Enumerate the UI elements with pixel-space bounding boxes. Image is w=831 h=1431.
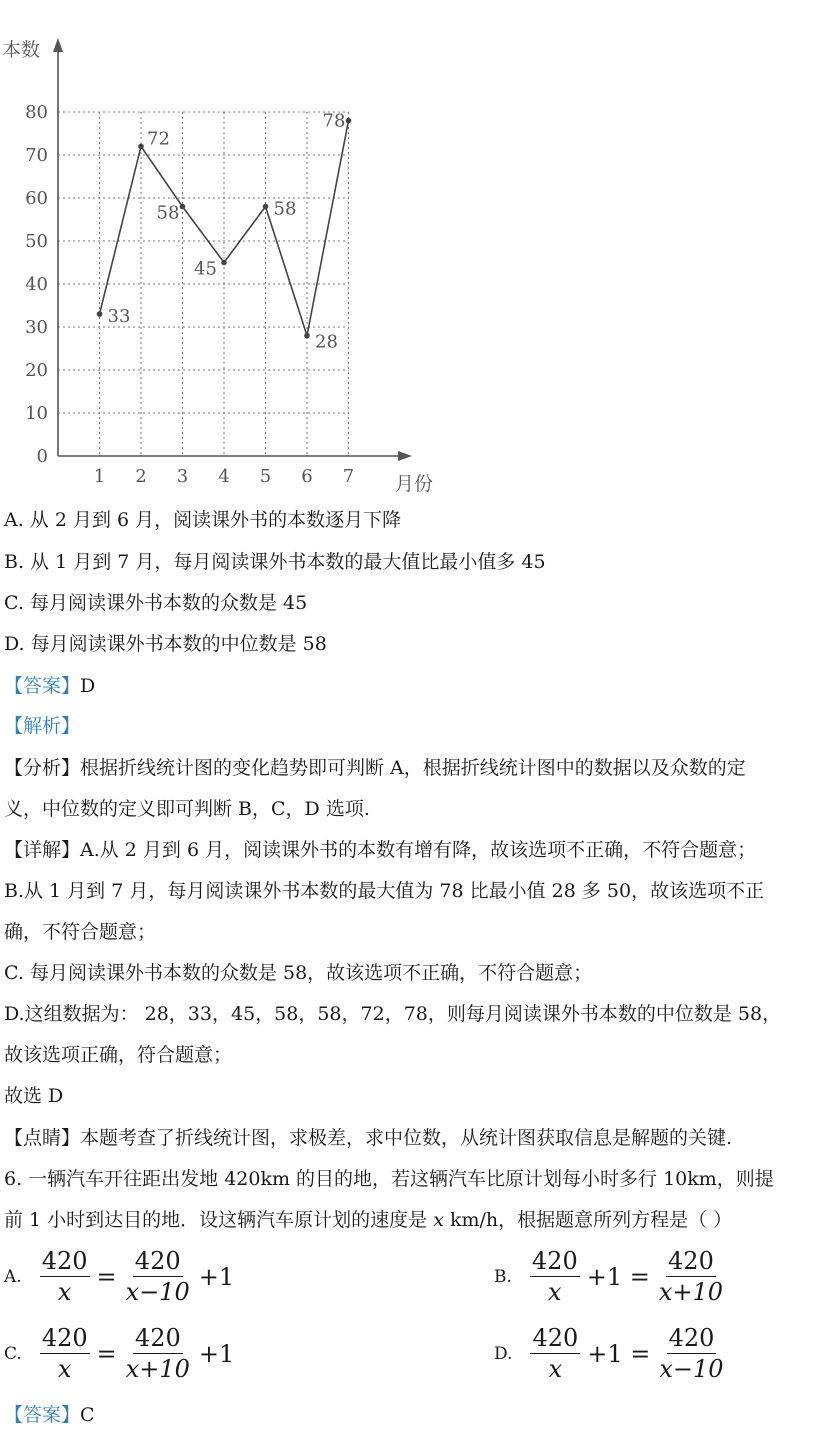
denominator: x+10 — [658, 1278, 724, 1306]
answer-value: C — [80, 1404, 95, 1426]
option-c: C. 每月阅读课外书本数的众数是 45 — [4, 592, 308, 614]
fraction — [657, 1246, 725, 1307]
numerator: 420 — [668, 1247, 714, 1275]
x-tick-label: 7 — [342, 466, 355, 487]
fraction — [530, 1246, 580, 1307]
plus-term: +1 — [198, 1262, 235, 1291]
chart-grid — [58, 112, 349, 456]
y-tick-label: 80 — [25, 102, 48, 123]
fraction — [40, 1246, 90, 1307]
denominator: x — [548, 1278, 562, 1306]
denominator: x−10 — [125, 1278, 190, 1306]
q6-line-1: 6. 一辆汽车开往距出发地 420km 的目的地，若这辆汽车比原计划每小时多行 10km，则提 — [4, 1168, 774, 1190]
dianjing-line: 【点睛】本题考查了折线统计图，求极差，求中位数，从统计图获取信息是解题的关键. — [4, 1127, 733, 1149]
q6-option-b-label: B. — [494, 1266, 512, 1287]
x-axis-label: 月份 — [395, 473, 434, 495]
y-axis-arrow — [53, 38, 63, 52]
y-tick-label: 20 — [25, 360, 48, 381]
x-tick-label: 2 — [135, 466, 147, 487]
answer-value: D — [80, 675, 96, 697]
fraction — [124, 1246, 192, 1307]
line-chart — [0, 30, 440, 500]
q6-option-a — [4, 1246, 237, 1307]
q6-option-c — [4, 1323, 237, 1384]
fraction — [40, 1323, 90, 1384]
answer-2 — [4, 1403, 95, 1427]
q6-option-d — [494, 1323, 730, 1384]
denominator: x — [57, 1278, 72, 1306]
chart-series — [97, 111, 352, 353]
option-a: A. 从 2 月到 6 月，阅读课外书的本数逐月下降 — [4, 509, 402, 531]
chart-axes — [53, 38, 412, 461]
data-point — [221, 260, 227, 266]
y-tick-label: 10 — [25, 403, 48, 424]
chart-ticks — [25, 102, 354, 487]
q6-line-2b: km/h，根据题意所列方程是（ ） — [443, 1209, 733, 1231]
data-point — [138, 144, 144, 150]
equals-sign: = — [96, 1262, 117, 1291]
xiangjie-line-2: B.从 1 月到 7 月，每月阅读课外书本数的最大值为 78 比最小值 28 多 50，故该选项不正 — [4, 880, 765, 902]
xiangjie-line-7: 故选 D — [4, 1085, 64, 1107]
fraction — [657, 1323, 725, 1384]
numerator: 420 — [41, 1247, 88, 1275]
data-label: 72 — [147, 128, 170, 150]
data-label: 45 — [194, 258, 217, 280]
y-axis-label: 本数 — [2, 39, 41, 61]
xiangjie-line-3: 确，不符合题意； — [4, 921, 157, 943]
answer-1 — [4, 674, 95, 698]
data-label: 58 — [273, 198, 297, 220]
numerator: 420 — [41, 1324, 88, 1352]
denominator: x — [57, 1355, 72, 1383]
y-tick-label: 70 — [25, 145, 48, 166]
data-point — [304, 333, 310, 339]
denominator: x−10 — [659, 1355, 724, 1383]
numerator: 420 — [134, 1247, 181, 1275]
q6-option-c-label: C. — [4, 1343, 22, 1364]
fraction — [124, 1323, 192, 1384]
y-tick-label: 0 — [36, 446, 48, 467]
numerator: 420 — [532, 1324, 579, 1352]
x-axis-arrow — [398, 451, 412, 461]
x-tick-label: 3 — [176, 466, 189, 487]
numerator: 420 — [668, 1324, 715, 1352]
xiangjie-line-1: 【详解】A.从 2 月到 6 月，阅读课外书的本数有增有降，故该选项不正确，不符合题意； — [4, 839, 757, 861]
y-tick-label: 60 — [25, 188, 48, 209]
data-label: 28 — [315, 331, 338, 353]
data-point — [97, 311, 103, 317]
y-tick-label: 30 — [25, 317, 48, 338]
q6-line-2 — [4, 1208, 732, 1232]
x-tick-label: 6 — [301, 466, 313, 487]
numerator: 420 — [134, 1324, 181, 1352]
option-d: D. 每月阅读课外书本数的中位数是 58 — [4, 633, 327, 655]
x-tick-label: 4 — [218, 466, 230, 487]
answer-tag: 【答案】 — [4, 1404, 81, 1426]
xiangjie-line-6: 故该选项正确，符合题意； — [4, 1044, 233, 1066]
option-b: B. 从 1 月到 7 月，每月阅读课外书本数的最大值比最小值多 45 — [4, 551, 546, 573]
q6-option-d-label: D. — [494, 1343, 513, 1364]
xiangjie-line-5: D.这组数据为： 28，33，45，58，58，72，78，则每月阅读课外书本数的中位数是 58， — [4, 1003, 782, 1025]
data-point — [263, 204, 269, 210]
fenxi-line-1: 【分析】根据折线统计图的变化趋势即可判断 A，根据折线统计图中的数据以及众数的定 — [4, 757, 746, 779]
y-tick-label: 40 — [25, 274, 48, 295]
x-tick-label: 1 — [93, 466, 106, 487]
fenxi-line-2: 义，中位数的定义即可判断 B，C，D 选项. — [4, 798, 370, 820]
q6-option-a-label: A. — [4, 1266, 22, 1287]
denominator: x — [548, 1355, 563, 1383]
x-tick-label: 5 — [259, 466, 272, 487]
fraction — [530, 1323, 580, 1384]
data-point — [180, 204, 186, 210]
xiangjie-line-4: C. 每月阅读课外书本数的众数是 58，故该选项不正确，不符合题意； — [4, 962, 593, 984]
y-tick-label: 50 — [25, 231, 48, 252]
q6-line-2a: 前 1 小时到达目的地．设这辆汽车原计划的速度是 — [4, 1209, 434, 1231]
q6-var: x — [433, 1209, 444, 1231]
equals-sign: = — [96, 1339, 117, 1368]
data-point — [346, 118, 352, 124]
denominator: x+10 — [125, 1355, 190, 1383]
q6-option-b — [494, 1246, 729, 1307]
answer-tag: 【答案】 — [4, 675, 81, 697]
data-label: 58 — [156, 202, 180, 224]
data-label: 78 — [322, 110, 346, 132]
numerator: 420 — [531, 1247, 578, 1275]
plus-equals: +1 = — [587, 1339, 651, 1368]
plus-term: +1 — [198, 1339, 235, 1368]
analysis-tag: 【解析】 — [4, 715, 81, 737]
data-label: 33 — [107, 306, 131, 328]
plus-equals: +1 = — [586, 1262, 650, 1291]
